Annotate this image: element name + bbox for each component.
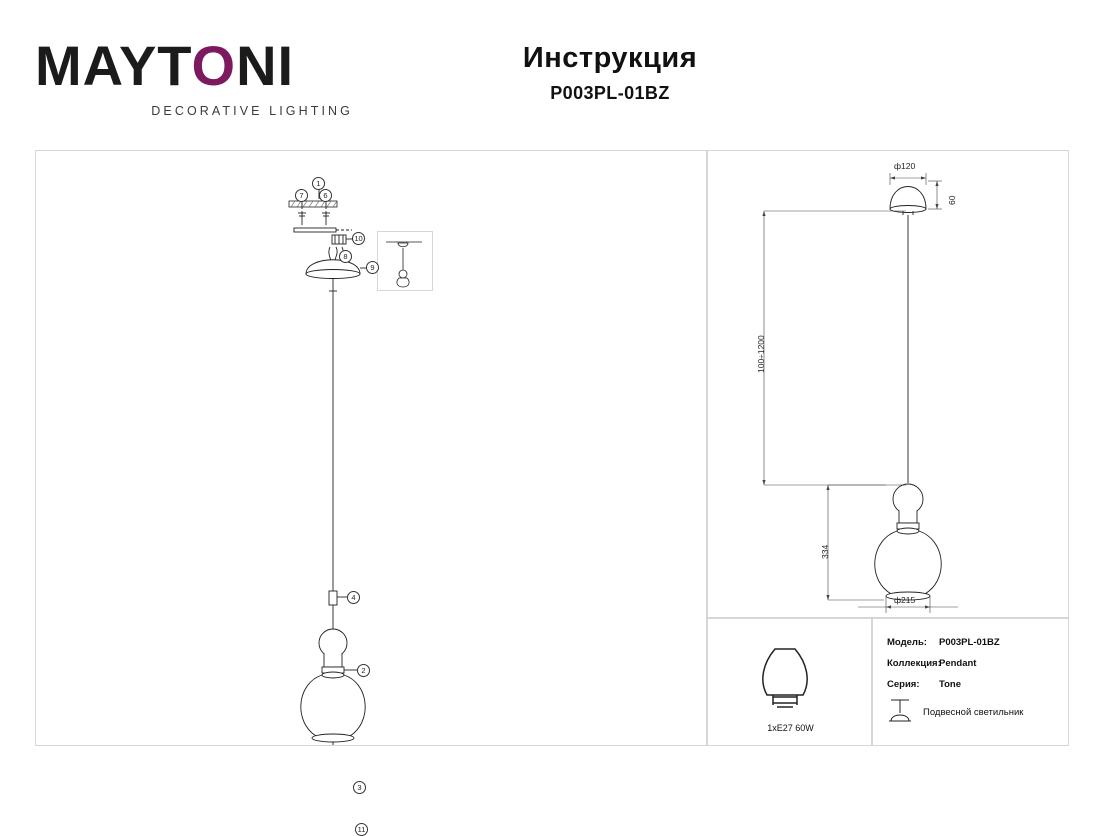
assembly-diagram-panel (35, 150, 707, 834)
logo-part-accent: O (191, 34, 237, 97)
callout-7: 7 (295, 189, 308, 202)
dim-shade-diameter: ф215 (894, 595, 916, 605)
lamp-spec-panel (707, 618, 872, 746)
bulb-icon (745, 637, 835, 722)
product-type-row (887, 697, 1023, 727)
info-row-model (887, 637, 1067, 649)
info-label-collection: Коллекция: (887, 658, 941, 669)
dim-canopy-height: 60 (947, 195, 957, 205)
product-type-label: Подвесной светильник (923, 706, 1024, 718)
callout-8: 8 (339, 250, 352, 263)
dim-shade-height: 334 (820, 544, 830, 559)
info-label-model: Модель: (887, 637, 927, 648)
callout-11: 11 (355, 823, 368, 836)
info-value-series: Tone (939, 679, 961, 690)
callout-2: 2 (357, 664, 370, 677)
logo-tagline: DECORATIVE LIGHTING (151, 104, 353, 118)
model-code: P003PL-01BZ (550, 83, 670, 103)
callout-3: 3 (353, 781, 366, 794)
info-row-series (887, 679, 1067, 691)
dim-cord-length: 100÷1200 (756, 335, 766, 373)
callout-9: 9 (366, 261, 379, 274)
callout-4: 4 (347, 591, 360, 604)
pendant-icon (887, 697, 913, 727)
installation-inset-drawing (378, 232, 432, 290)
info-value-collection: Pendant (939, 658, 977, 669)
assembly-drawing (36, 151, 706, 745)
dim-top-diameter: ф120 (894, 161, 916, 171)
callout-6: 6 (319, 189, 332, 202)
installation-inset-box (377, 231, 433, 291)
logo-part-2: NI (236, 34, 295, 97)
product-info-panel (872, 618, 1069, 746)
info-value-model: P003PL-01BZ (939, 637, 1000, 648)
callout-1: 1 (312, 177, 325, 190)
info-row-collection (887, 658, 1067, 670)
page-title: Инструкция (522, 42, 698, 74)
logo-wordmark (35, 34, 355, 97)
logo-part-1: MAYT (35, 34, 192, 97)
lamp-caption: 1xE27 60W (767, 723, 814, 733)
product-info-list (887, 637, 1067, 700)
dimension-drawing (708, 151, 1068, 617)
page-header (0, 0, 1104, 150)
dimensions-diagram-panel (707, 150, 1069, 618)
document-title-block (400, 42, 820, 104)
brand-logo (35, 34, 355, 118)
info-label-series: Серия: (887, 679, 920, 690)
callout-10: 10 (352, 232, 365, 245)
